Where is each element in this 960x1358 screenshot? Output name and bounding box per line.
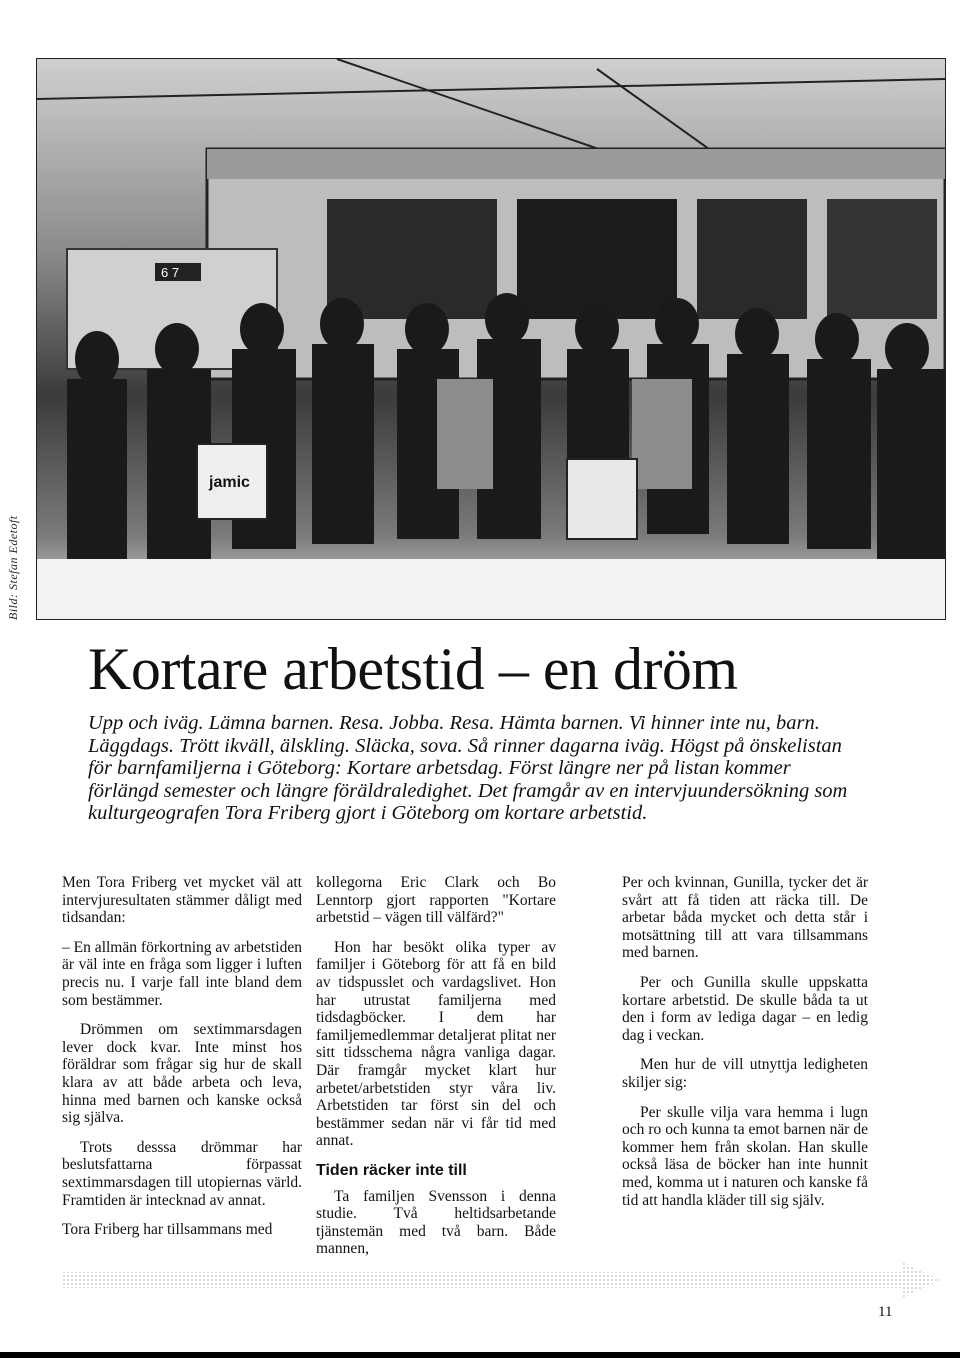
lede: Upp och iväg. Lämna barnen. Resa. Jobba. Resa. Hämta barnen. Vi hinner inte nu, barn. Läggdags. Trött ikväll, älskling. Släcka, sova. Så rinner dagarna iväg. Högst på önskelistan för barnfamiljerna i Göteborg: Kortare arbetsdag. Först längre ner på listan kommer förlängd semester och längre föräldraledighet. Det framgår av en intervjuundersökning som kulturgeografen Tora Friberg gjort i Göteborg om kortare arbetstid.	[88, 712, 848, 824]
news-photo	[36, 58, 946, 620]
photo-credit: Bild: Stefan Edetoft	[6, 515, 20, 620]
column-2	[316, 874, 556, 1270]
paragraph: kollegorna Eric Clark och Bo Lenntorp gjort rapporten "Kortare arbetstid – vägen till välfärd?"	[316, 874, 556, 927]
paragraph: Men Tora Friberg vet mycket väl att intervjuresultaten stämmer dåligt med tidsandan:	[62, 874, 302, 927]
headline: Kortare arbetstid – en dröm	[88, 636, 738, 702]
photo-illustration	[37, 59, 945, 619]
column-3	[622, 874, 868, 1221]
paragraph: Tora Friberg har tillsammans med	[62, 1221, 273, 1239]
paragraph: Drömmen om sextimmarsdagen lever dock kvar. Inte minst hos föräldrar som frågar sig hur de skall klara av att både arbeta och leva, hinna med barnen och kanske också sig själva.	[62, 1021, 302, 1127]
paragraph: Hon har besökt olika typer av familjer i Göteborg för att få en bild av tidspusslet och vardagslivet. Hon har utrustat familjerna med tidsdagböcker. I dem har familjemedlemmar detaljerat plitat ner sitt tidsschema några vanliga dagar. Där framgår mycket klart hur arbetet/arbetstiden styr våra liv. Arbetstiden tar först sin del och bestämmer sedan när vi får tid med annat.	[316, 938, 556, 1150]
continue-arrow-icon	[62, 1262, 942, 1298]
column-1	[62, 874, 302, 1251]
bottom-rule	[0, 1352, 960, 1358]
quote-paragraph: – En allmän förkortning av arbetstiden är väl inte en fråga som ligger i luften precis nu. I varje fall inte bland dem som bestämmer.	[62, 938, 302, 1009]
page-number: 11	[878, 1304, 893, 1320]
tram-number: 6 7	[161, 265, 180, 280]
subheading: Tiden räcker inte till	[316, 1161, 467, 1179]
paragraph: Trots desssa drömmar har beslutsfattarna förpassat sextimmarsdagen till utopiernas värld. Framtiden är intecknad av annat.	[62, 1138, 302, 1209]
paragraph: Men hur de vill utnyttja ledigheten skiljer sig:	[622, 1056, 868, 1091]
paragraph: Ta familjen Svensson i denna studie. Två heltidsarbetande tjänstemän med två barn. Både mannen,	[316, 1187, 556, 1258]
paragraph: Per och Gunilla skulle uppskatta kortare arbetstid. De skulle båda ta ut den i form av lediga dagar – en ledig dag i veckan.	[622, 973, 868, 1044]
paragraph: Per skulle vilja vara hemma i lugn och ro och kunna ta emot barnen när de kommer hem från skolan. Han skulle också läsa de böcker han inte hunnit med, komma ut i naturen och kanske få tid att handla kläder till sig själv.	[622, 1103, 868, 1209]
paragraph: Per och kvinnan, Gunilla, tycker det är svårt att få tiden att räcka till. De arbetar båda mycket och detta står i motsättning till att vara tillsammans med barnen.	[622, 874, 868, 962]
bag-logo: jamic	[209, 474, 250, 491]
